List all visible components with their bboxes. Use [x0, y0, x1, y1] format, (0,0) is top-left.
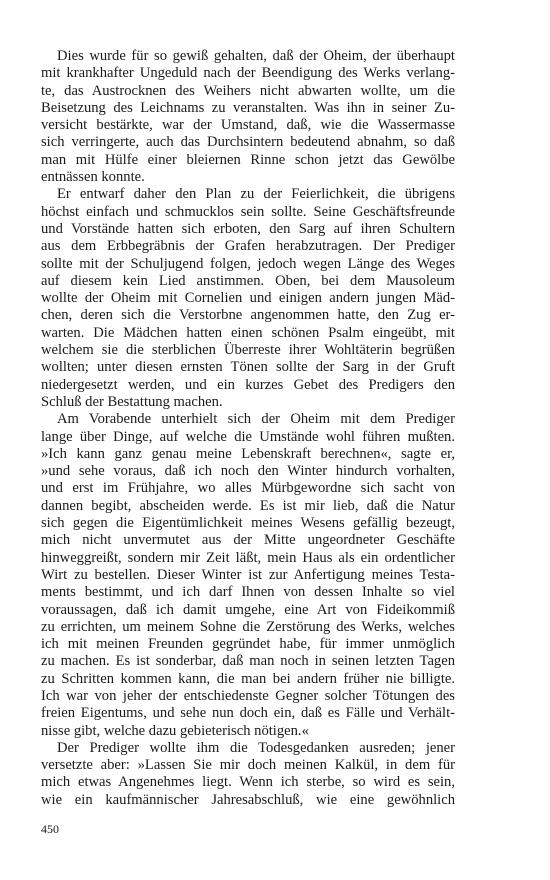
text-line: entnässen konnte. [41, 169, 145, 186]
text-line: hinweggreißt, sondern mir Zeit läßt, mein Haus als ein ordentlicher [41, 549, 455, 566]
text-line: höchst einfach und schmucklos sein sollte. Seine Geschäftsfreunde [41, 203, 455, 220]
text-line: versetzte aber: »Lassen Sie mir doch meinen Kalkül, in dem für [41, 757, 455, 774]
page-number: 450 [41, 822, 59, 836]
text-line: »Ich kann ganz genau meine Lebenskraft berechnen«, sagte er, [41, 445, 455, 462]
text-line: zu Schritten kommen kann, die man bei andern früher nie billigte. [41, 670, 455, 687]
text-line: mich etwas Angenehmes liegt. Wenn ich sterbe, so wird es sein, [41, 774, 455, 791]
text-line: Dies wurde für so gewiß gehalten, daß der Oheim, der überhaupt [57, 48, 455, 64]
paragraph [41, 740, 455, 809]
paragraph [41, 48, 455, 186]
body-text [41, 48, 455, 809]
text-line: freien Eigentums, und sehe nun doch ein, daß es Fälle und Verhält- [41, 705, 455, 722]
text-line: mich nicht unvermutet aus der Mitte ungeordneter Geschäfte [41, 532, 455, 549]
text-line: und Vorstände hatten sich erboten, den Sarg auf ihren Schultern [41, 220, 455, 237]
text-line: dannen begibt, abscheiden werde. Es ist mir lieb, daß die Natur [41, 497, 455, 514]
text-line: sollte mit der Schuljugend folgen, jedoch wegen Länge des Weges [41, 255, 455, 272]
text-line: »und sehe voraus, daß ich noch den Winter hindurch vorhalten, [41, 463, 455, 480]
text-line: welchem sie die sterblichen Überreste ihrer Wohltäterin begrüßen [41, 342, 455, 359]
text-line: chen, deren sich die Verstorbne angenommen hatte, den Zug er- [41, 307, 455, 324]
text-line: auf diesem kein Lied anstimmen. Oben, bei dem Mausoleum [41, 272, 455, 289]
text-line: wie ein kaufmännischer Jahresabschluß, wie eine gewöhnlich [41, 791, 455, 808]
text-line: sich verringerte, auch das Durchsintern bedeutend abnahm, so daß [41, 134, 455, 151]
text-line: Der Prediger wollte ihm die Todesgedanken ausreden; jener [57, 739, 455, 756]
text-line: Er entwarf daher den Plan zu der Feierlichkeit, die übrigens [57, 186, 455, 203]
text-line: Am Vorabende unterhielt sich der Oheim mit dem Prediger [57, 411, 455, 428]
text-line: zu machen. Es ist sonderbar, daß man noch in seinen letzten Tagen [41, 653, 455, 670]
paragraph [41, 186, 455, 411]
text-line: te, das Austrocknen des Weihers nicht abwarten wollte, um die [41, 82, 455, 99]
text-line: aus dem Erbbegräbnis der Grafen herabzutragen. Der Prediger [41, 238, 455, 255]
text-line: Schluß der Bestattung machen. [41, 393, 223, 410]
text-line: mit krankhafter Ungeduld nach der Beendigung des Werks verlang- [41, 65, 455, 82]
text-line: Ich war von jeher der entschiedenste Gegner solcher Tötungen des [41, 687, 455, 704]
text-line: lange über Dinge, auf welche die Umstände wohl führen mußten. [41, 428, 455, 445]
text-line: wollten; unter diesen ernsten Tönen sollte der Sarg in der Gruft [41, 359, 455, 376]
paragraph [41, 411, 455, 740]
text-line: nisse gibt, welche dazu gebieterisch nötigen.« [41, 722, 309, 739]
text-line: warten. Die Mädchen hatten einen schönen Psalm eingeübt, mit [41, 324, 455, 341]
text-line: ich mit meinen Freunden gegründet habe, für immer unmöglich [41, 636, 455, 653]
text-line: und erst im Frühjahre, wo alles Mürbgewordne sich sacht von [41, 480, 455, 497]
text-line: versicht bestärkte, war der Umstand, daß, wie die Wassermasse [41, 117, 455, 134]
text-line: zu errichten, um meinem Sohne die Zerstörung des Werks, welches [41, 618, 455, 635]
text-line: Wirt zu bestellen. Dieser Winter ist zur Anfertigung meines Testa- [41, 566, 455, 583]
text-line: man mit Hülfe einer bleiernen Rinne schon jetzt das Gewölbe [41, 151, 455, 168]
text-line: niedergesetzt werden, und ein kurzes Gebet des Predigers den [41, 376, 455, 393]
text-line: voraussagen, daß ich damit umgehe, eine Art von Fideikommiß [41, 601, 455, 618]
text-line: wollte der Oheim mit Cornelien und einigen andern jungen Mäd- [41, 290, 455, 307]
text-line: Beisetzung des Leichnams zu veranstalten. Was ihn in seiner Zu- [41, 99, 455, 116]
text-line: ments bestimmt, und ich darf Ihnen von dessen Inhalte so viel [41, 584, 455, 601]
text-line: sich gegen die Eigentümlichkeit meines Wesens gefällig bezeugt, [41, 515, 455, 532]
